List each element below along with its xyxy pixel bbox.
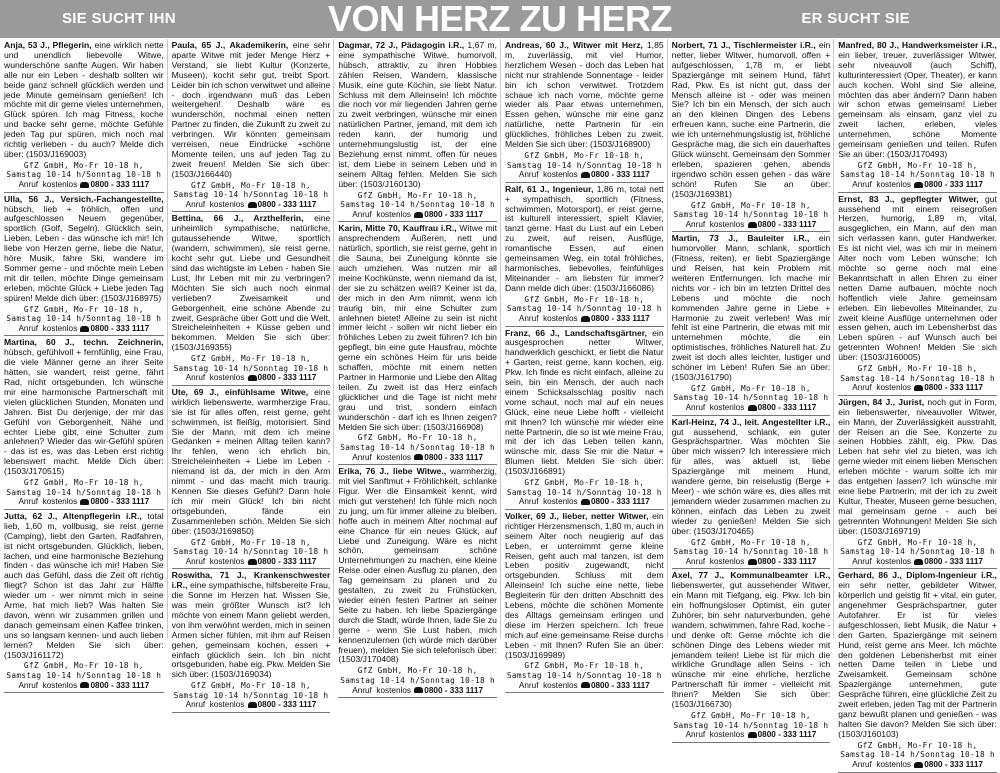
contact-phone-number[interactable]: 0800 - 333 1117 bbox=[924, 759, 983, 769]
phone-icon bbox=[80, 682, 89, 688]
contact-phone-number[interactable]: 0800 - 333 1117 bbox=[590, 497, 650, 507]
contact-phone-line bbox=[172, 700, 331, 710]
contact-block bbox=[338, 433, 497, 462]
contact-block bbox=[4, 305, 164, 334]
personal-ad bbox=[338, 39, 497, 222]
contact-anruf: Anruf bbox=[518, 680, 539, 690]
contact-kostenlos: kostenlos bbox=[709, 556, 745, 566]
personal-ad bbox=[4, 39, 164, 193]
ad-headline: Roswitha, 71 J., Krankenschwester i.R., bbox=[171, 570, 331, 591]
contact-company: GfZ GmbH, Mo-Fr 10-18 h, bbox=[23, 478, 144, 488]
ad-headline: Erika, 76 J., liebe Witwe., bbox=[338, 466, 447, 477]
personal-ad bbox=[838, 39, 997, 193]
contact-hours: Samstag 10-14 h/Sonntag 10-18 h bbox=[173, 690, 329, 700]
ad-column bbox=[500, 39, 667, 690]
contact-company: GfZ GmbH, Mo-Fr 10-18 h, bbox=[357, 190, 478, 200]
contact-phone-line bbox=[505, 681, 664, 691]
contact-phone-number[interactable]: 0800 - 333 1117 bbox=[590, 170, 650, 180]
phone-icon bbox=[581, 316, 590, 322]
contact-phone-number[interactable]: 0800 - 333 1117 bbox=[257, 373, 317, 383]
personal-ad bbox=[4, 510, 164, 693]
contact-anruf: Anruf bbox=[852, 556, 872, 566]
ad-headline: Anja, 53 J., Pflegerin, bbox=[4, 40, 92, 50]
contact-phone-line bbox=[672, 730, 831, 740]
contact-hours: Samstag 10-14 h/Sonntag 10-18 h bbox=[340, 443, 496, 452]
contact-block bbox=[4, 661, 164, 690]
contact-company: GfZ GmbH, Mo-Fr 10-18 h, bbox=[857, 537, 978, 547]
contact-block bbox=[4, 478, 164, 507]
personal-ad bbox=[338, 465, 497, 698]
contact-phone-line bbox=[338, 453, 497, 463]
contact-phone-line bbox=[172, 557, 331, 567]
contact-company: GfZ GmbH, Mo-Fr 10-18 h, bbox=[524, 294, 645, 304]
contact-block bbox=[672, 384, 831, 413]
contact-phone-line bbox=[672, 557, 831, 567]
contact-phone-number[interactable]: 0800 - 333 1117 bbox=[424, 452, 484, 462]
ad-headline: Bettina, 66 J., Arzthelferin, bbox=[171, 213, 304, 224]
phone-icon bbox=[414, 687, 423, 693]
ad-body: liebenswerter, gut aussehender Witwer, ein Mann mit Tiefgang, eig. Pkw. Ich bin ein hoffnungsloser Optimist, ein guter Zuhörer, bin sehr naturverbunden, gehe wandern, schwimmen, fahre Rad, koche - und denke oft: Gerne möchte ich die schönen Dinge des Lebens wieder mit jemandem teilen! Liebe ist für mich die wirkliche Grundlage allen Seins - ich wünsche mir eine ehrliche, herzliche Partnerschaft für immer - vielleicht mit Ihnen? Melden Sie sich über: (1503/J166730) bbox=[671, 580, 831, 710]
contact-hours: Samstag 10-14 h/Sonntag 10-18 h bbox=[506, 160, 662, 170]
contact-phone-number[interactable]: 0800 - 333 1117 bbox=[757, 403, 817, 413]
ad-headline: Jürgen, 84 J., Jurist, bbox=[838, 396, 925, 407]
contact-phone-number[interactable]: 0800 - 333 1117 bbox=[590, 680, 650, 690]
contact-anruf: Anruf bbox=[518, 313, 539, 323]
contact-block bbox=[838, 741, 997, 770]
personal-ad bbox=[838, 396, 997, 569]
header-banner bbox=[0, 0, 1000, 38]
contact-kostenlos: kostenlos bbox=[543, 170, 578, 180]
ad-headline: Karin, Mitte 70, Kauffrau i.R., bbox=[338, 223, 457, 234]
section-left-label: SIE SUCHT IHN bbox=[62, 10, 176, 27]
contact-company: GfZ GmbH, Mo-Fr 10-18 h, bbox=[857, 740, 978, 750]
contact-block bbox=[838, 538, 997, 567]
ad-column bbox=[667, 39, 834, 740]
personal-ad bbox=[505, 327, 664, 510]
page-title: VON HERZ ZU HERZ bbox=[327, 0, 672, 39]
ad-body: Witwe mit ansprechendem Äußeren, nett und natürlich, sportlich, sie reist gerne, geht in die Sauna, bei Zuneigung könnte sie auch umziehen. Was nutzen mir all meine Kochkünste, wenn niemand da ist, der sie zu schätzen weiß? Keiner ist da, der mich in den Arm nimmt, wenn ich traurig bin, mir eine Schulter zum anlehnen bietet! Alleine zu sein ist nicht immer leicht - sollen wir nicht lieber ein fröhliches Leben zu zweit führen? Ich bin gepflegt, bin eine gute Hausfrau, möchte gerne ein schönes Heim für uns beide schaffen, möchte mit einem netten Partner in Harmonie und Liebe den Alltag teilen. Zu zweit ist das Herz einfach glücklicher und die Tage ist nicht mehr grau und trist, sondern einfach wunderschön - darf ich es Ihnen zeigen? Melden Sie sich über: (1503/J166908) bbox=[338, 223, 497, 432]
ad-body: eine unheimlich sympathische, natürliche, gutaussehende Witwe, sportlich (wandern, schwimmen), sie reist gerne, kocht sehr gut. Liebe und Gesundheit sind das wichtigste im Leben - haben Sie Lust, Ihr Leben mit mir zu verbringen? Möchten Sie sich auch noch einmal verlieben? Zweisamkeit und Geborgenheit, eine schöne Abende zu zweit, Gespräche über Gott und die Welt, Streicheleinheiten + Küsse geben und bekommen. Melden Sie sich über: (1503/J169355) bbox=[171, 213, 331, 353]
contact-kostenlos: kostenlos bbox=[876, 383, 911, 393]
personal-ad bbox=[4, 336, 164, 509]
contact-phone-line bbox=[4, 497, 164, 507]
contact-phone-line bbox=[4, 324, 164, 334]
contact-kostenlos: kostenlos bbox=[543, 497, 578, 507]
phone-icon bbox=[80, 326, 89, 332]
contact-phone-line bbox=[505, 314, 664, 324]
contact-phone-line bbox=[338, 686, 497, 696]
ad-headline: Manfred, 80 J., Handwerksmeister i.R., bbox=[838, 40, 997, 50]
contact-phone-line bbox=[338, 210, 497, 220]
contact-phone-line bbox=[505, 497, 664, 507]
contact-phone-number[interactable]: 0800 - 333 1117 bbox=[924, 556, 983, 566]
contact-kostenlos: kostenlos bbox=[543, 680, 578, 690]
personal-ad bbox=[672, 232, 831, 415]
contact-company: GfZ GmbH, Mo-Fr 10-18 h, bbox=[524, 478, 645, 488]
phone-icon bbox=[581, 682, 590, 688]
contact-block bbox=[172, 681, 331, 710]
contact-phone-number[interactable]: 0800 - 333 1117 bbox=[757, 730, 817, 740]
contact-hours: Samstag 10-14 h/Sonntag 10-18 h bbox=[173, 190, 329, 200]
ad-body: ein lieber, treuer, zuverlässiger Witwer, sehr niveauvoll (auch Schiff), kulturinteressiert (Oper, Theater), er kann auch kochen. Wohl sind Sie alleine, möchten das aber ändern? Dann haben wir schon etwas gemeinsam! Lieber gemeinsam als einsam, ganz viel zu zweit lachen, erleben, vieles unternehmen, schöne Momente gemeinsam genießen und teilen. Rufen Sie an über: (1503/J170493) bbox=[838, 49, 997, 159]
contact-block bbox=[172, 538, 331, 567]
ad-column bbox=[833, 39, 1000, 769]
phone-icon bbox=[748, 732, 757, 738]
ad-body: 1,85 m, zuverlässig, mit viel Humor, herzlichem Wesen - doch das Leben hat nicht nur strahlende Sonnentage - leider bin ich schon verwitwet. Trotzdem schaue ich nach vorne, möchte gerne wieder als Paar etwas unternehmen, Essen gehen, wünsche mir eine ganz natürliche, nette Partnerin für ein glückliches, fröhliches Leben zu zweit. Melden Sie sich über: (1503/J168900) bbox=[504, 40, 664, 150]
contact-anruf: Anruf bbox=[685, 403, 706, 413]
contact-block bbox=[4, 161, 164, 190]
contact-kostenlos: kostenlos bbox=[209, 700, 245, 710]
ad-headline: Franz, 66 J., Landschaftsgärtner, bbox=[504, 327, 647, 338]
contact-kostenlos: kostenlos bbox=[42, 180, 78, 190]
contact-hours: Samstag 10-14 h/Sonntag 10-18 h bbox=[673, 210, 829, 220]
contact-phone-line bbox=[838, 383, 997, 393]
personal-ad bbox=[505, 510, 664, 693]
contact-company: GfZ GmbH, Mo-Fr 10-18 h, bbox=[857, 160, 978, 170]
ad-headline: Volker, 69 J., lieber, netter Witwer, bbox=[504, 510, 649, 521]
contact-hours: Samstag 10-14 h/Sonntag 10-18 h bbox=[173, 363, 329, 373]
contact-company: GfZ GmbH, Mo-Fr 10-18 h, bbox=[191, 180, 311, 190]
ad-headline: Dagmar, 72 J., Pädagogin i.R., bbox=[338, 40, 465, 50]
contact-phone-number[interactable]: 0800 - 333 1117 bbox=[257, 700, 317, 710]
contact-anruf: Anruf bbox=[685, 556, 706, 566]
contact-block bbox=[172, 181, 331, 210]
contact-phone-line bbox=[505, 170, 664, 180]
contact-hours: Samstag 10-14 h/Sonntag 10-18 h bbox=[173, 547, 329, 557]
contact-phone-line bbox=[838, 557, 997, 567]
contact-phone-line bbox=[838, 760, 997, 770]
contact-kostenlos: kostenlos bbox=[209, 556, 245, 566]
personal-ad bbox=[172, 386, 331, 569]
contact-anruf: Anruf bbox=[18, 323, 39, 333]
contact-kostenlos: kostenlos bbox=[876, 180, 911, 190]
contact-company: GfZ GmbH, Mo-Fr 10-18 h, bbox=[524, 661, 645, 671]
contact-kostenlos: kostenlos bbox=[42, 680, 78, 690]
contact-hours: Samstag 10-14 h/Sonntag 10-18 h bbox=[6, 671, 162, 681]
contact-company: GfZ GmbH, Mo-Fr 10-18 h, bbox=[691, 711, 811, 720]
contact-hours: Samstag 10-14 h/Sonntag 10-18 h bbox=[6, 314, 162, 324]
contact-anruf: Anruf bbox=[352, 452, 372, 462]
ad-body: hübsch, gefühlvoll + fernfühlig, eine Frau, die viele Männer gerne an ihrer Seite hätten, sie wandert, reist gerne, fährt Rad, nicht ortsgebunden. Ich wünsche mir eine harmonische Partnerschaft mit vielen glücklichen Stunden, Monaten und Jahren. Bist Du derjenige, der mir das Gefühl von Geborgenheit, Nähe und echter Liebe gibt, eine Schulter zum anlehnen? Wieder das wir-Gefühl spüren - das ist es, was das Leben erst richtig lebenswert macht. Melde Dich über: (1503/J170515) bbox=[4, 347, 164, 477]
contact-company: GfZ GmbH, Mo-Fr 10-18 h, bbox=[23, 160, 144, 170]
phone-icon bbox=[414, 454, 423, 460]
ad-headline: Ulla, 56 J., Versich.-Fachangestellte, bbox=[4, 193, 164, 204]
contact-anruf: Anruf bbox=[852, 180, 872, 190]
ad-body: ein sehr netter, gebildeter Witwer, körperlich und geistig fit + vital, ein guter, angenehmer Gesprächspartner, guter Autofahrer. Er ist für vieles aufgeschlossen, liebt Musik, die Natur + den Garten, Spaziergänge mit seinem Hund, reist gerne ans Meer. Ich möchte den goldenen Lebensherbst mit einer netten Dame teilen in Liebe und Zweisamkeit. Gemeinsam schöne Spaziergänge unternehmen, gute Gespräche führen, eine glückliche Zeit zu zweit erleben, jeden Tag mit der Partnerin ganz bewußt planen und genießen - was halten Sie davon? Melden Sie sich über: (1503/J160103) bbox=[838, 580, 997, 739]
contact-block bbox=[505, 478, 664, 507]
personal-ad bbox=[505, 39, 664, 183]
contact-company: GfZ GmbH, Mo-Fr 10-18 h, bbox=[191, 354, 311, 364]
ad-body: eine sympathische, hilfsbereite Frau, die Sonne im Herzen hat. Wissen Sie, was mein größter Wunsch ist? Ich möchte von einem Mann geliebt werden, von ihm verwöhnt werden, mich in seinen Armen sicher fühlen, mit ihm auf Reisen gehen, gemeinsam kochen, essen + einfach glücklich sein. Ich bin nicht ortsgebunden, habe eig. Pkw. Melden Sie sich über: (1503/J169034) bbox=[171, 580, 331, 680]
contact-phone-line bbox=[4, 180, 164, 190]
contact-hours: Samstag 10-14 h/Sonntag 10-18 h bbox=[840, 750, 996, 760]
phone-icon bbox=[80, 182, 89, 188]
personal-ad bbox=[838, 193, 997, 396]
contact-block bbox=[505, 661, 664, 690]
ad-column bbox=[167, 39, 334, 710]
contact-anruf: Anruf bbox=[185, 373, 206, 383]
contact-hours: Samstag 10-14 h/Sonntag 10-18 h bbox=[506, 487, 662, 497]
contact-kostenlos: kostenlos bbox=[709, 730, 745, 740]
ad-body: eine wirklich liebenswerte, warmherzige Frau, sie ist für alles offen, reist gerne, geht schwimmen, ist fleißig, motorisiert. Sind Sie der Mann, mit dem ich meine Gedanken + meinen Alltag teilen kann? Ihr fehlen, wenn ich ehrlich bin, Streicheleinheiten + Liebe im Leben - niemand ist da, der mich in den Arm nimmt - und das macht mich traurig. Kennen Sie dieses Gefühl? Dann hole ich mir mein Glück! Ich bin nicht ortsgebunden, fände ein Zusammenleben schön. Melden Sie sich über: (1503/J169850) bbox=[171, 386, 331, 536]
contact-company: GfZ GmbH, Mo-Fr 10-18 h, bbox=[691, 383, 811, 393]
contact-phone-line bbox=[4, 681, 164, 691]
personal-ad bbox=[172, 39, 331, 212]
contact-phone-line bbox=[672, 220, 831, 230]
contact-phone-number[interactable]: 0800 - 333 1117 bbox=[757, 219, 817, 229]
contact-block bbox=[338, 666, 497, 695]
contact-anruf: Anruf bbox=[18, 680, 39, 690]
phone-icon bbox=[914, 385, 923, 391]
contact-kostenlos: kostenlos bbox=[42, 323, 78, 333]
ad-body: hübsch, lieb + fröhlich, offen und aufgeschlossen Neuem gegenüber, sportlich (Golf, Segeln). Glücklich sein, Lieben, Leben - das wünsche ich mir! Ich liebe von Herzen gerne, liebe die Natur, höre Musik, fahre Ski, wandere im Sommer gerne - und möchte mein Leben mit dir teilen, möchte Dinge gemeinsam erleben, möchte Glück + Liebe jeden Tag spüren! Melde dich über: (1503/J168975) bbox=[4, 203, 164, 303]
ad-headline: Martin, 73 J., Bauleiter i.R., bbox=[671, 233, 810, 244]
contact-block bbox=[672, 538, 831, 567]
contact-hours: Samstag 10-14 h/Sonntag 10-18 h bbox=[6, 170, 162, 180]
contact-kostenlos: kostenlos bbox=[209, 373, 245, 383]
contact-phone-number[interactable]: 0800 - 333 1117 bbox=[90, 497, 150, 507]
contact-hours: Samstag 10-14 h/Sonntag 10-18 h bbox=[340, 200, 496, 210]
contact-phone-number[interactable]: 0800 - 333 1117 bbox=[757, 556, 817, 566]
personal-ad bbox=[4, 193, 164, 337]
ad-body: 1,86 m, total nett + sympathisch, sportlich (Fitness, schwimmen, Motorsport), er reist gerne, ist kulturell interessiert, spielt Klavier, tanzt gerne. Hast du Lust auf ein Leben zu zweit, auf reisen, Ausflüge, romantische Essen, auf einen gemeinsamen Weg, ein total fröhliches, harmonisches, liebevolles, feinfühliges Miteinander - am liebsten für immer? Dann melde dich über: (1503/J166086) bbox=[504, 183, 664, 293]
contact-anruf: Anruf bbox=[518, 170, 539, 180]
ad-headline: Gerhard, 86 J., Diplom-Ingenieur i.R., bbox=[838, 570, 997, 581]
ad-headline: Ernst, 83 J., gepflegter Witwer, bbox=[838, 193, 979, 204]
ad-body: gut aussehend mit einem reisegroßen Herzen, humorig, 1,89 m, vital, ausgeglichen, ein Mann, auf den man sich verlassen kann, guter Handwerker. Es ist nicht viel, was ich mir in meinem Alter noch vom Leben wünsche: Ich möchte so gerne noch mal eine Bekanntschaft in allen Ehren zu einer netten Dame aufbauen, möchte noch hoffentlich viele Jahre gemeinsam erleben. Ein liebevolles Miteinander, zu zweit kleine Ausflüge unternehmen oder essen gehen, auch im Lebensherbst das Leben spüren - auf Wunsch auch bei getrennten Wohnen! Melden Sie sich über: (1503/J160005) bbox=[838, 193, 997, 363]
ad-headline: Karl-Heinz, 74 J., leit. Angestellter i.R., bbox=[671, 416, 831, 427]
phone-icon bbox=[248, 702, 257, 708]
contact-hours: Samstag 10-14 h/Sonntag 10-18 h bbox=[673, 720, 829, 730]
contact-anruf: Anruf bbox=[352, 209, 372, 219]
phone-icon bbox=[248, 559, 257, 565]
contact-company: GfZ GmbH, Mo-Fr 10-18 h, bbox=[357, 433, 478, 443]
contact-phone-line bbox=[672, 403, 831, 413]
contact-block bbox=[838, 364, 997, 393]
contact-phone-number[interactable]: 0800 - 333 1117 bbox=[424, 685, 484, 695]
personal-ad bbox=[505, 183, 664, 327]
section-right-label: ER SUCHT SIE bbox=[801, 10, 910, 27]
contact-hours: Samstag 10-14 h/Sonntag 10-18 h bbox=[340, 675, 496, 685]
ad-body: ein richtiger Herzensmensch, 1,80 m, auch in seinem Alter noch neugierig auf das Leben, er unternimmt gerne kleine Reisen, geht auch mal tanzen, ist dem Leben positiv zugewandt, nicht ortsgebunden. Schluss mit dem Alleinsein! Ich suche eine nette, liebe Begleiterin für den dritten Abschnitt des Lebens, möchte die schönen Momente des Alltags gemeinsam erlingen und diese im Herzen speichern. Ich freue mich auf eine gemeinsame Reise durchs Leben - mit Ihnen? Rufen Sie an über: (1503/J169989) bbox=[504, 510, 664, 660]
ad-body: ein humorvoller Mann, schlank, sportlich (Fitness, reiten), er liebt Spaziergänge und Reisen, hat kein Problem mit weiteren Entfernungen. Ich mache mir nichts vor - ich bin im letzten Drittel des Lebens und möchte die noch kommenden Jahre gerne in Liebe + Harmonie zu zweit verleben! Was mir fehlt ist eine Partnerin, die etwas mit mir unternehmen möchte, die ein optimistisches, fröhliches Naturell hat. Zu zweit ist doch alles leichter, lustiger und schöner im Leben! Rufen Sie an über: (1503/J161790) bbox=[671, 233, 831, 382]
contact-anruf: Anruf bbox=[185, 199, 206, 209]
phone-icon bbox=[914, 762, 923, 768]
ad-body: ein ausgesprochen netter Witwer, handwerklich geschickt, er liebt die Natur + Garten, reist gerne, kann kochen, eig. Pkw. Ich finde es nicht einfach, alleine zu sein, bin ein Mensch, der auch nach einem Schicksalsschlag positiv nach vorne schaut, noch mal auf ein neues Glück, eine neue Liebe hofft - vielleicht mit Ihnen? Ich wünsche mir wieder eine nette Partnerin, die so ist wie meine Frau, mit der ich das Leben teilen kann, wünsche mir, dass Sie mir die Natur + Blumen liebt. Melden Sie sich über: (1503/J166891) bbox=[504, 327, 664, 477]
ad-body: eine sehr aparte Witwe mit jeder Menge Herz + Verstand, sie liebt Kultur (Konzerte, Museen), kocht sehr gut, treibt Sport. Leider bin ich schon verwitwet und alleine - doch irgendwann muß das Leben weitergehen! Deshalb wäre es wunderschön, nochmal einen netten Partner zu finden, die Zukunft zu zweit zu verbringen. Wir könnten gemeinsam verreisen, neue Eindrücke +schöne Momente teilen, uns auf jeden Tag zu zweit freuen! Melden Sie sich über: (1503/J166440) bbox=[171, 40, 331, 179]
phone-icon bbox=[80, 499, 89, 505]
contact-block bbox=[838, 161, 997, 190]
contact-anruf: Anruf bbox=[685, 219, 706, 229]
personal-ad bbox=[672, 39, 831, 232]
personal-ad bbox=[672, 416, 831, 570]
contact-company: GfZ GmbH, Mo-Fr 10-18 h, bbox=[691, 537, 811, 547]
contact-block bbox=[172, 354, 331, 383]
ad-headline: Paula, 65 J., Akademikerin, bbox=[171, 40, 289, 50]
contact-hours: Samstag 10-14 h/Sonntag 10-18 h bbox=[840, 373, 996, 383]
contact-hours: Samstag 10-14 h/Sonntag 10-18 h bbox=[673, 393, 829, 403]
ad-body: ein netter, lieber Witwer, humorvoll, offen + aufgeschlossen, 1,78 m, er liebt Spaziergänge mit seinem Hund, fährt Rad, Pkw. Es ist nicht gut, dass der Mensch alleine ist - oder was meinen Sie? Ich bin ein Mensch, der sich auch an den kleinen Dingen des Lebens erfreuen kann, suche eine Partnerin, die wie ich unternehmungslustig ist, fröhliche Gespräche mag, die sich ein dauerhaftes Glück wünscht. Gemeinsam den Sommer erleben, spazieren gehen, abends irgendwo schön essen gehen - das wäre schön! Rufen Sie an über: (1503/J169381) bbox=[671, 40, 831, 199]
contact-anruf: Anruf bbox=[685, 730, 706, 740]
contact-hours: Samstag 10-14 h/Sonntag 10-18 h bbox=[840, 547, 996, 557]
ad-column bbox=[0, 39, 167, 690]
contact-company: GfZ GmbH, Mo-Fr 10-18 h, bbox=[857, 364, 978, 374]
personal-ad bbox=[172, 212, 331, 385]
personal-ad bbox=[338, 222, 497, 465]
contact-block bbox=[505, 151, 664, 180]
contact-kostenlos: kostenlos bbox=[876, 759, 911, 769]
ad-headline: Jutta, 62 J., Altenpflegerin i.R., bbox=[4, 510, 142, 521]
contact-kostenlos: kostenlos bbox=[709, 219, 745, 229]
personal-ad bbox=[672, 569, 831, 742]
contact-anruf: Anruf bbox=[352, 685, 372, 695]
phone-icon bbox=[914, 182, 923, 188]
contact-anruf: Anruf bbox=[185, 700, 206, 710]
personal-ad bbox=[838, 569, 997, 772]
contact-company: GfZ GmbH, Mo-Fr 10-18 h, bbox=[23, 304, 144, 314]
ad-body: gut aussehend, schlank, ein guter Gesprächspartner. Was möchten Sie über mich wissen? Ich interessiere mich für alles, was aktuell ist, liebe Spaziergänge mit meinem Hund, wandere gerne, bin reiselustig (Berge + Meer) - wie schön wäre es, dies alles mit jemandem wieder zusammen machen zu können, einfach das Leben zu zweit wieder zu genießen! Melden Sie sich über: (1503/J170465) bbox=[671, 426, 831, 536]
phone-icon bbox=[248, 375, 257, 381]
contact-phone-number[interactable]: 0800 - 333 1117 bbox=[590, 313, 650, 323]
contact-company: GfZ GmbH, Mo-Fr 10-18 h, bbox=[191, 681, 311, 691]
phone-icon bbox=[748, 222, 757, 228]
ad-headline: Ute, 69 J., einfühlsame Witwe, bbox=[171, 386, 309, 397]
ad-headline: Martina, 60 J., techn. Zeichnerin, bbox=[4, 337, 164, 348]
contact-hours: Samstag 10-14 h/Sonntag 10-18 h bbox=[673, 547, 829, 557]
contact-company: GfZ GmbH, Mo-Fr 10-18 h, bbox=[23, 661, 144, 671]
contact-company: GfZ GmbH, Mo-Fr 10-18 h, bbox=[691, 200, 811, 210]
contact-phone-number[interactable]: 0800 - 333 1117 bbox=[924, 180, 983, 190]
ad-headline: Axel, 77 J., Kommunalbeamter i.R., bbox=[671, 570, 831, 581]
contact-kostenlos: kostenlos bbox=[42, 497, 78, 507]
contact-phone-number[interactable]: 0800 - 333 1117 bbox=[90, 323, 150, 333]
contact-phone-line bbox=[172, 373, 331, 383]
phone-icon bbox=[581, 499, 590, 505]
contact-anruf: Anruf bbox=[18, 180, 39, 190]
contact-kostenlos: kostenlos bbox=[376, 209, 411, 219]
contact-company: GfZ GmbH, Mo-Fr 10-18 h, bbox=[357, 666, 478, 676]
contact-phone-number[interactable]: 0800 - 333 1117 bbox=[90, 180, 150, 190]
ad-body: warmherzig, mit viel Sanftmut + Fröhlichkeit, schlanke Figur. Wer die Einsamkeit kennt, wird mich gut verstehen! Ich fühle mich noch zu jung, um für immer alleine zu bleiben, hoffe auch in meinem Alter nochmal auf eine Chance für ein neues Glück, auf Liebe und Zuneigung. Wäre es nicht schön, gemeinsam schöne Unternehmungen zu machen, eine kleine Reise oder einen Ausflug zu planen, den Tag gemeinsam zu planen und zu gestalten, zu zweit zu Frühstücken, wieder einen festen Partner an seiner Seite zu haben. Ich liebe Spaziergänge durch die Stadt, würde Ihnen, lade Sie zu gerne - wenn Sie Lust haben, mich kennenzulernen (ich würde mich darüber freuen), melden Sie sich telefonisch über: (1503/J170408) bbox=[338, 466, 497, 665]
ad-column bbox=[333, 39, 500, 695]
contact-phone-number[interactable]: 0800 - 333 1117 bbox=[90, 680, 150, 690]
phone-icon bbox=[581, 172, 590, 178]
contact-phone-number[interactable]: 0800 - 333 1117 bbox=[257, 199, 317, 209]
contact-phone-line bbox=[172, 200, 331, 210]
contact-kostenlos: kostenlos bbox=[209, 199, 245, 209]
contact-company: GfZ GmbH, Mo-Fr 10-18 h, bbox=[191, 537, 311, 547]
contact-phone-number[interactable]: 0800 - 333 1117 bbox=[924, 383, 983, 393]
phone-icon bbox=[748, 559, 757, 565]
contact-phone-line bbox=[838, 180, 997, 190]
contact-phone-number[interactable]: 0800 - 333 1117 bbox=[257, 556, 317, 566]
contact-company: GfZ GmbH, Mo-Fr 10-18 h, bbox=[524, 150, 645, 160]
contact-anruf: Anruf bbox=[852, 383, 872, 393]
contact-hours: Samstag 10-14 h/Sonntag 10-18 h bbox=[6, 487, 162, 497]
contact-block bbox=[672, 201, 831, 230]
contact-block bbox=[338, 191, 497, 220]
personal-ad bbox=[172, 569, 331, 713]
contact-hours: Samstag 10-14 h/Sonntag 10-18 h bbox=[506, 304, 662, 314]
ad-body: eine wirklich nette und unendlich liebevolle Witwe, wunderschöne sanfte Augen. Wir haben alle nur ein Leben - deshalb sollten wir beide ganz schnell glücklich werden und jede Minute gemeinsam genießen! Ich möchte mit dir gerne vieles unternehmen, Glück spüren. Ich mag Fitness, koche und backe sehr gerne, möchte Gefühle jeden Tag pur spüren, mich noch mal richtig verlieben - du auch? Melde dich über: (1503/J169003) bbox=[4, 40, 164, 159]
ad-body: 1,67 m, eine sympathische Witwe, humorvoll, hübsch, attraktiv, zu ihren Hobbies zählen Reisen, Wandern, klassische Musik, eine gute Köchin, sie liebt Natur. Schluss mit dem Alleinsein! Ich möchte die noch vor mir liegenden Jahren gerne zu zweit verbringen, wünsche mir einen natürlichen Partner, jemand, mit dem ich reden kann, der humorig und unternehmungslustig ist, der eine Beziehung ernst nimmt, offen für neues ist, dem Liebe in seinem Leben und in seinem Alltag fehlen. Melden Sie sich über: (1503/J160130) bbox=[338, 40, 497, 189]
ad-headline: Ralf, 61 J., Ingenieur, bbox=[504, 183, 594, 194]
ad-headline: Norbert, 71 J., Tischlermeister i.R., bbox=[671, 40, 816, 50]
phone-icon bbox=[748, 405, 757, 411]
phone-icon bbox=[248, 202, 257, 208]
contact-anruf: Anruf bbox=[185, 556, 206, 566]
contact-hours: Samstag 10-14 h/Sonntag 10-18 h bbox=[840, 170, 996, 180]
contact-phone-number[interactable]: 0800 - 333 1117 bbox=[424, 209, 484, 219]
contact-anruf: Anruf bbox=[18, 497, 39, 507]
contact-hours: Samstag 10-14 h/Sonntag 10-18 h bbox=[506, 671, 662, 681]
contact-block bbox=[505, 295, 664, 324]
phone-icon bbox=[414, 212, 423, 218]
phone-icon bbox=[914, 559, 923, 565]
ad-body: total lieb, 1,60 m, vollbusig, sie reist gerne (Camping), liebt den Garten, Radfahren, ist nicht ortsgebunden. Glücklich, lieben, lachen, und eine harmonische Beziehung finden - das wünsche ich mir! Haben Sie auch das Gefühl, dass die Zeit oft richtig fliegt? Schon ist das Jahr zur Hälfte wieder um - wer nimmt mich in seine Arme, hat mich lieb? Was halten Sie davon, wenn wir zusammen grillen und danach gemeinsam einen Kaffee trinken, uns so langsam kennen- und auch lieben lernen? Melden Sie sich über: (1503/J161172) bbox=[4, 510, 164, 660]
contact-kostenlos: kostenlos bbox=[543, 313, 578, 323]
contact-anruf: Anruf bbox=[518, 497, 539, 507]
contact-kostenlos: kostenlos bbox=[376, 452, 411, 462]
contact-kostenlos: kostenlos bbox=[709, 403, 745, 413]
contact-kostenlos: kostenlos bbox=[376, 685, 411, 695]
contact-anruf: Anruf bbox=[852, 759, 872, 769]
ad-headline: Andreas, 60 J., Witwer mit Herz, bbox=[504, 40, 643, 50]
contact-block bbox=[672, 711, 831, 740]
contact-kostenlos: kostenlos bbox=[876, 556, 911, 566]
ads-grid bbox=[0, 39, 1000, 769]
ad-body: noch gut in Form, ein liebenswerter, niveauvoller Witwer, ein Mann, der Zuverlässigkeit ausstrahlt, der Reisen an die See, Konzerte zu seinen Hobbies zählt, eig. Pkw. Das Leben hat sehr viel zu bieten, was ich gerne wieder mit einem lieben Menschen erleben möchte - warum sollte ich mir das entgehen lassen? Ich wünsche mir eine liebe Partnerin, mit der ich zu zweit Kultur, Theater, Museen gerne besuchen, mal gemeinsam gerne - auch bei getrennten Wohnungen! Melden Sie sich über: (1503/J169719) bbox=[838, 396, 997, 536]
